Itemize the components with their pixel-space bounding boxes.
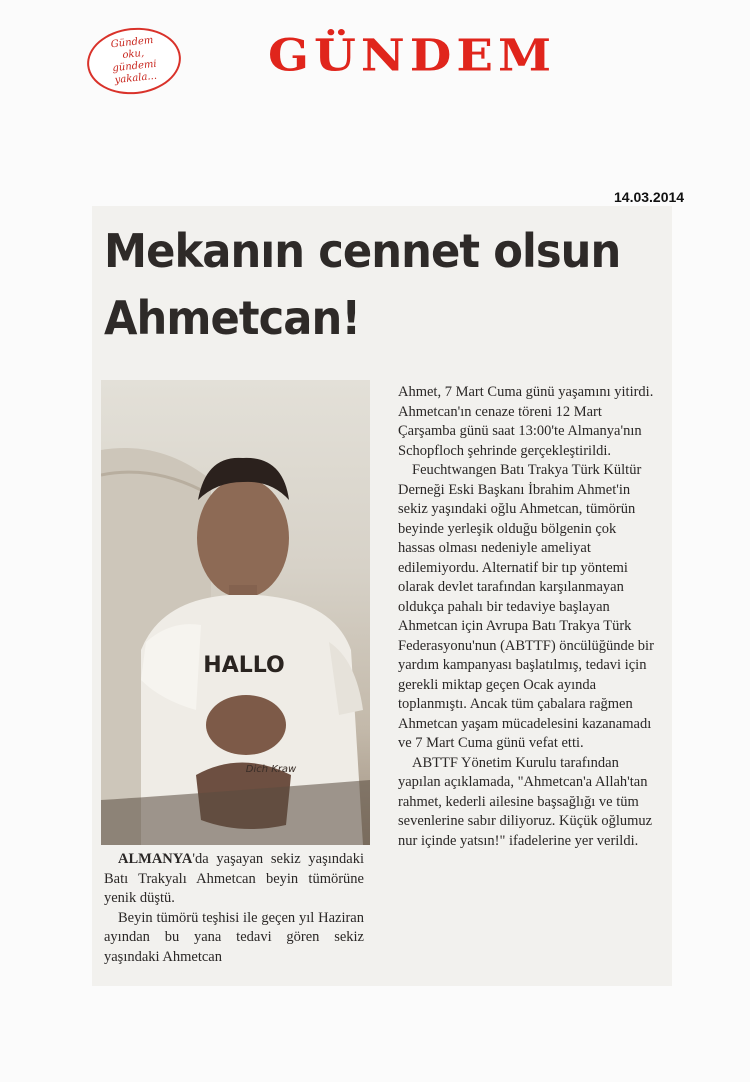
caption-paragraph-2: Beyin tümörü teşhisi ile geçen yıl Haziran ayından bu yana tedavi gören sekiz yaşındaki Ahmetcan (104, 909, 364, 965)
body-paragraph-1: Ahmet, 7 Mart Cuma günü yaşamını yitirdi. Ahmetcan'ın cenaze töreni 12 Mart Çarşamba günü saat 13:00'te Almanya'nın Schopfloch şehrinde gerçekleştirildi. (398, 384, 654, 459)
article-headline (104, 218, 630, 352)
article-photo (101, 380, 370, 845)
headline-line-1: Mekanın cennet olsun (104, 224, 621, 278)
article-body-column (398, 383, 654, 851)
body-paragraph-3: ABTTF Yönetim Kurulu tarafından yapılan açıklamada, "Ahmetcan'a Allah'tan rahmet, kederli ailesine başsağlığı ve tüm sevenlerine sabır diliyoruz. Küçük oğlumuz nur içinde yatsın!" ifadelerine yer verildi. (398, 754, 653, 849)
shirt-print-subtext: Dich Kraw (245, 764, 297, 775)
body-paragraph-2: Feuchtwangen Batı Trakya Türk Kültür Derneği Eski Başkanı İbrahim Ahmet'in sekiz yaşındaki oğlu Ahmetcan, tümörün beyinde yerleşik olduğu bölgenin çok hassas olması nedeniyle ameliyat edilemiyordu. Alternatif bir tıp yöntemi olarak devlet tarafından karşılanmayan oldukça pahalı bir tedaviye başlayan Ahmetcan için Avrupa Batı Trakya Türk Federasyonu'nun (ABTTF) öncülüğünde bir yardım kampanyası başlatılmış, tedavi için gerekli miktap geçen Ocak ayında toplanmıştı. Ancak tüm çabalara rağmen Ahmetcan yaşam mücadelesini kazanamadı ve 7 Mart Cuma günü vefat etti. (398, 462, 654, 751)
caption-paragraph-1-text: 'da yaşayan sekiz yaşındaki Batı Trakyalı Ahmetcan beyin tümörüne yenik düştü. (104, 851, 364, 906)
logo-line-1: Gündem (110, 34, 154, 51)
photo-caption-column (104, 850, 364, 967)
shirt-print-text: HALLO (203, 653, 285, 678)
clipping-date: 14.03.2014 (614, 189, 685, 205)
boy-photo-illustration (101, 380, 370, 845)
caption-lead-word: ALMANYA (118, 851, 193, 867)
caption-paragraph-1 (104, 850, 364, 909)
logo-line-3: gündemi (111, 58, 158, 75)
headline-line-2: Ahmetcan! (104, 291, 361, 345)
logo-line-2: oku, (121, 47, 145, 62)
logo-line-4: yakala... (114, 70, 158, 87)
newspaper-masthead: GÜNDEM (268, 30, 557, 82)
newspaper-logo-badge (84, 23, 184, 98)
